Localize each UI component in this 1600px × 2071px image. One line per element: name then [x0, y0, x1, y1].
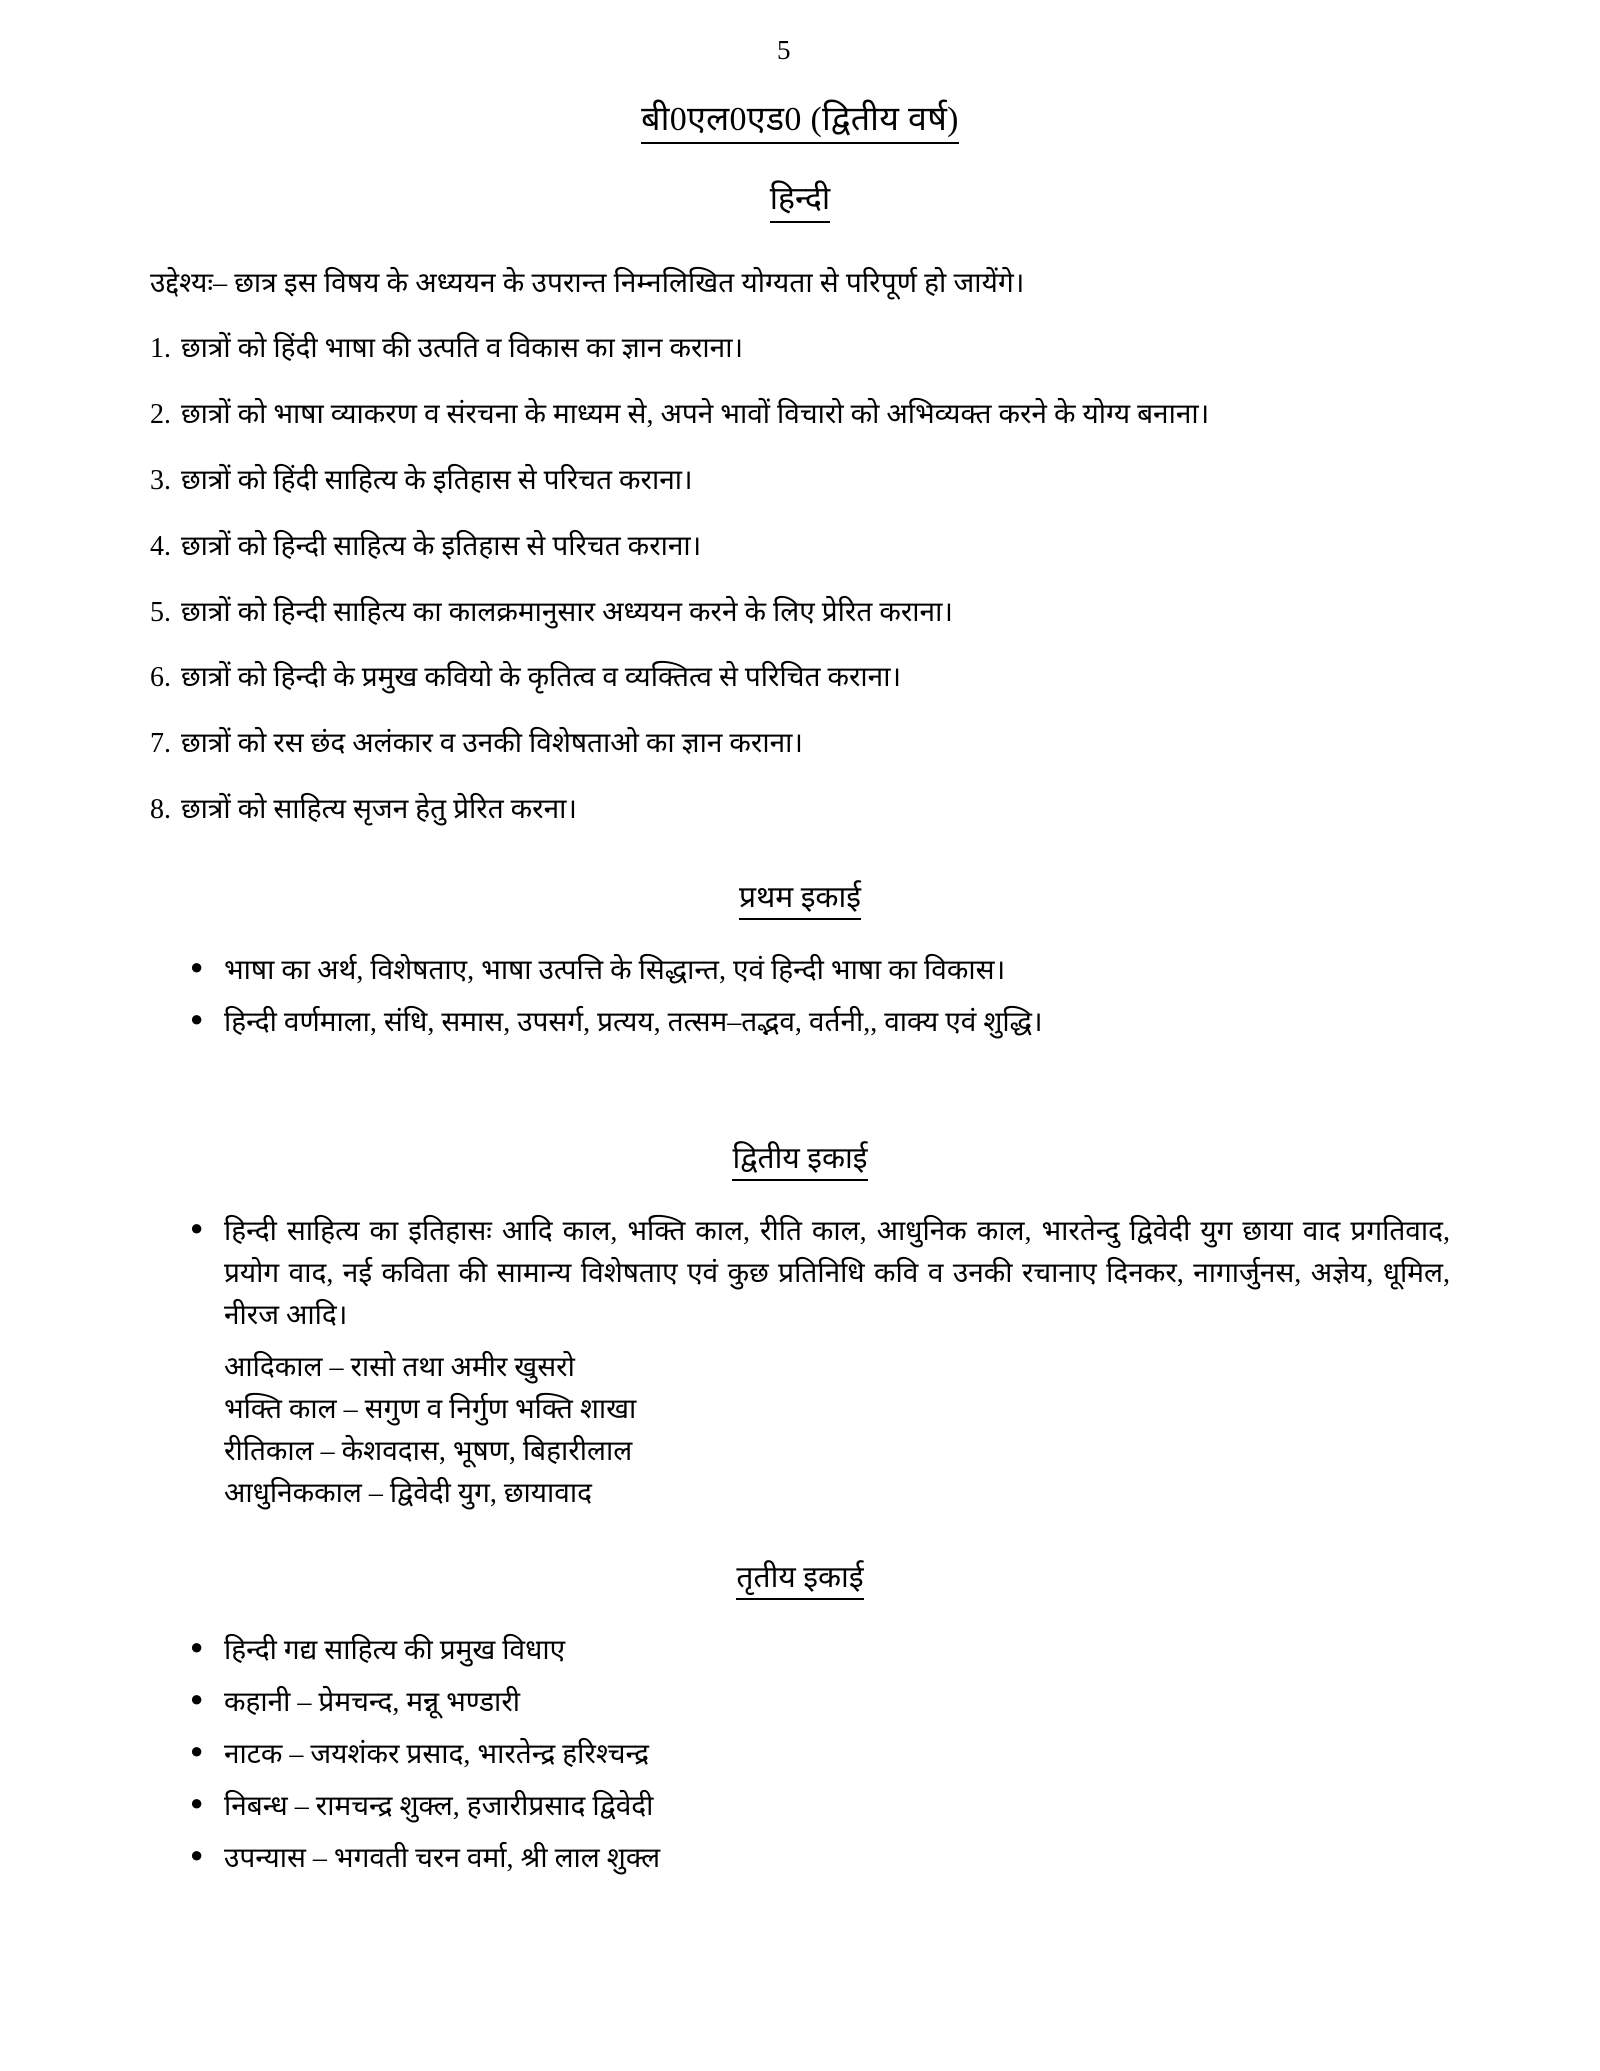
list-item-text: भाषा का अर्थ, विशेषताए, भाषा उत्पत्ति के सिद्धान्त, एवं हिन्दी भाषा का विकास। — [224, 954, 1006, 986]
objective-text: छात्रों को भाषा व्याकरण व संरचना के माध्यम से, अपने भावों विचारो को अभिव्यक्त करने के योग्य बनाना। — [181, 399, 1210, 431]
bullet-icon: ● — [190, 1789, 204, 1815]
list-item-text: हिन्दी साहित्य का इतिहासः आदि काल, भक्ति काल, रीति काल, आधुनिक काल, भारतेन्दु द्विवेदी युग छाया वाद प्रगतिवाद, प्रयोग वाद, नई कविता की सामान्य विशेषताए एवं कुछ प्रतिनिधि कवि व उनकी रचानाए दिनकर, नागार्जुनस, अज्ञेय, धूमिल, नीरज आदि। — [224, 1215, 1450, 1331]
objective-number: 7. — [150, 728, 171, 760]
bullet-icon: ● — [190, 1633, 204, 1659]
objective-number: 8. — [150, 794, 171, 826]
list-item-text: उपन्यास – भगवती चरन वर्मा, श्री लाल शुक्ल — [224, 1842, 661, 1874]
objective-item — [150, 791, 1450, 829]
bullet-icon: ● — [190, 1737, 204, 1763]
objective-text: छात्रों को हिंदी भाषा की उत्पति व विकास का ज्ञान कराना। — [181, 333, 744, 365]
objective-number: 5. — [150, 596, 171, 628]
unit-1-heading — [150, 875, 1450, 920]
unit-3-heading — [150, 1555, 1450, 1600]
sub-line: रीतिकाल – केशवदास, भूषण, बिहारीलाल — [224, 1435, 633, 1467]
objective-number: 1. — [150, 333, 171, 365]
bullet-icon: ● — [190, 1214, 204, 1240]
document-title — [150, 94, 1450, 144]
objective-item — [150, 659, 1450, 697]
unit-2-list — [150, 1211, 1450, 1337]
sub-line: आदिकाल – रासो तथा अमीर खुसरो — [224, 1351, 575, 1383]
list-item — [190, 1630, 1450, 1672]
unit-1-heading-text: प्रथम इकाई — [739, 875, 861, 920]
list-item — [190, 1211, 1450, 1337]
objective-text: छात्रों को हिन्दी के प्रमुख कवियो के कृतित्व व व्यक्तित्व से परिचित कराना। — [181, 662, 902, 694]
document-title-text: बी0एल0एड0 (द्वितीय वर्ष) — [641, 94, 959, 144]
sub-line: भक्ति काल – सगुण व निर्गुण भक्ति शाखा — [224, 1393, 637, 1425]
list-item — [190, 1002, 1450, 1044]
objectives-list — [150, 330, 1450, 828]
list-item — [190, 1786, 1450, 1828]
list-item — [190, 1734, 1450, 1776]
objective-item — [150, 725, 1450, 763]
list-item-text: निबन्ध – रामचन्द्र शुक्ल, हजारीप्रसाद द्विवेदी — [224, 1790, 654, 1822]
objective-item — [150, 528, 1450, 566]
objective-text: छात्रों को साहित्य सृजन हेतु प्रेरित करना। — [181, 794, 578, 826]
objective-number: 3. — [150, 465, 171, 497]
list-item — [190, 1838, 1450, 1880]
list-item — [190, 950, 1450, 992]
list-item-text: नाटक – जयशंकर प्रसाद, भारतेन्द्र हरिश्चन्द्र — [224, 1738, 650, 1770]
objective-text: छात्रों को हिन्दी साहित्य के इतिहास से परिचत कराना। — [181, 530, 702, 562]
objective-number: 2. — [150, 399, 171, 431]
objective-item — [150, 594, 1450, 632]
objective-number: 4. — [150, 530, 171, 562]
objective-item — [150, 330, 1450, 368]
sub-line: आधुनिककाल – द्विवेदी युग, छायावाद — [224, 1477, 592, 1509]
subject-title — [150, 176, 1450, 223]
list-item-text: कहानी – प्रेमचन्द, मन्नू भण्डारी — [224, 1686, 521, 1718]
objective-text: छात्रों को रस छंद अलंकार व उनकी विशेषताओ का ज्ञान कराना। — [181, 728, 804, 760]
unit-3-list — [150, 1630, 1450, 1880]
page-number: 5 — [777, 35, 791, 65]
objective-text: छात्रों को हिंदी साहित्य के इतिहास से परिचत कराना। — [181, 465, 693, 497]
unit-1-list — [150, 950, 1450, 1044]
list-item-text: हिन्दी वर्णमाला, संधि, समास, उपसर्ग, प्रत्यय, तत्सम–तद्भव, वर्तनी,, वाक्य एवं शुद्धि। — [224, 1006, 1043, 1038]
bullet-icon: ● — [190, 1005, 204, 1031]
unit-2-sub-lines — [150, 1347, 1450, 1515]
objectives-intro: उद्देश्यः– छात्र इस विषय के अध्ययन के उपरान्त निम्नलिखित योग्यता से परिपूर्ण हो जायेंगे। — [150, 267, 1025, 299]
objective-text: छात्रों को हिन्दी साहित्य का कालक्रमानुसार अध्ययन करने के लिए प्रेरित कराना। — [181, 596, 953, 628]
objective-item — [150, 396, 1450, 434]
list-item — [190, 1682, 1450, 1724]
list-item-text: हिन्दी गद्य साहित्य की प्रमुख विधाए — [224, 1634, 566, 1666]
unit-2-heading — [150, 1136, 1450, 1181]
bullet-icon: ● — [190, 1841, 204, 1867]
bullet-icon: ● — [190, 953, 204, 979]
objective-item — [150, 462, 1450, 500]
unit-3-heading-text: तृतीय इकाई — [736, 1555, 863, 1600]
unit-2-heading-text: द्वितीय इकाई — [732, 1136, 867, 1181]
objective-number: 6. — [150, 662, 171, 694]
bullet-icon: ● — [190, 1685, 204, 1711]
subject-title-text: हिन्दी — [770, 176, 830, 223]
